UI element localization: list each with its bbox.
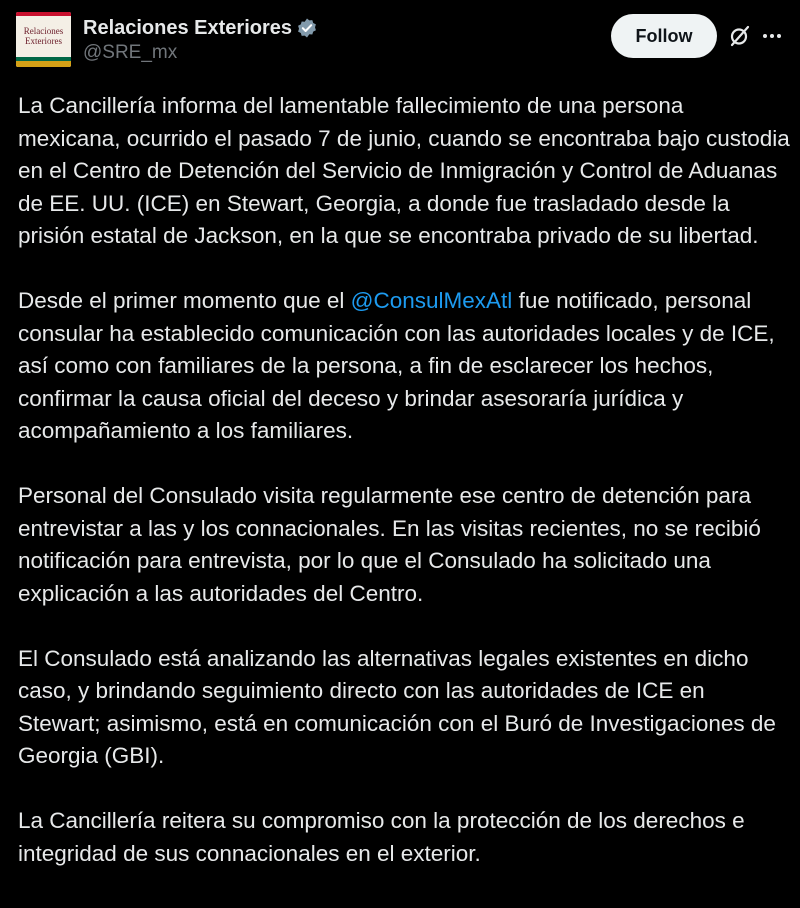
- tweet-paragraph: [18, 285, 790, 448]
- avatar-text-line: Exteriores: [25, 36, 62, 46]
- author-names: [83, 15, 318, 64]
- tweet-paragraph: El Consulado está analizando las alternativas legales existentes en dicho caso, y brindando seguimiento directo con las autoridades de ICE en Stewart; asimismo, está en comunicación con el Buró de Investigaciones de Georgia (GBI).: [18, 645, 776, 768]
- handle[interactable]: @SRE_mx: [83, 42, 178, 63]
- tweet-text: fue notificado, personal consular ha establecido comunicación con las autoridades locales y de ICE, así como con familiares de la persona, a fin de esclarecer los hechos, confirmar la causa oficial del deceso y brindar asesoraría jurídica y acompañamiento a los familiares.: [18, 288, 775, 443]
- tweet-paragraph: La Cancillería informa del lamentable fallecimiento de una persona mexicana, ocurrido el pasado 7 de junio, cuando se encontraba bajo custodia en el Centro de Detención del Servicio de Inmigración y Control de Aduanas de EE. UU. (ICE) en Stewart, Georgia, a donde fue trasladado desde la prisión estatal de Jackson, en la que se encontraba privado de su libertad.: [18, 93, 790, 248]
- tweet-paragraph: Personal del Consulado visita regularmente ese centro de detención para entrevistar a las y los connacionales. En las visitas recientes, no se recibió notificación para entrevista, por lo que el Consulado ha solicitado una explicación a las autoridades del Centro.: [18, 483, 761, 606]
- tweet-header: [16, 12, 784, 68]
- display-name[interactable]: Relaciones Exteriores: [83, 16, 292, 39]
- avatar[interactable]: [16, 12, 71, 67]
- mention-link[interactable]: @ConsulMexAtl: [350, 288, 513, 313]
- avatar-logo-text: [16, 26, 71, 46]
- avatar-stripe: [16, 12, 71, 16]
- avatar-text-line: Relaciones: [23, 26, 64, 36]
- tweet-paragraph: La Cancillería reitera su compromiso con la protección de los derechos e integridad de sus connacionales en el exterior.: [18, 808, 745, 866]
- avatar-stripe: [16, 61, 71, 67]
- tweet-text: Desde el primer momento que el: [18, 288, 351, 313]
- more-icon[interactable]: [760, 24, 784, 48]
- follow-button[interactable]: Follow: [611, 14, 717, 58]
- tweet-body: [18, 90, 790, 903]
- display-name-row: [83, 15, 318, 41]
- grok-icon[interactable]: [728, 24, 752, 48]
- verified-badge-icon[interactable]: [296, 17, 318, 39]
